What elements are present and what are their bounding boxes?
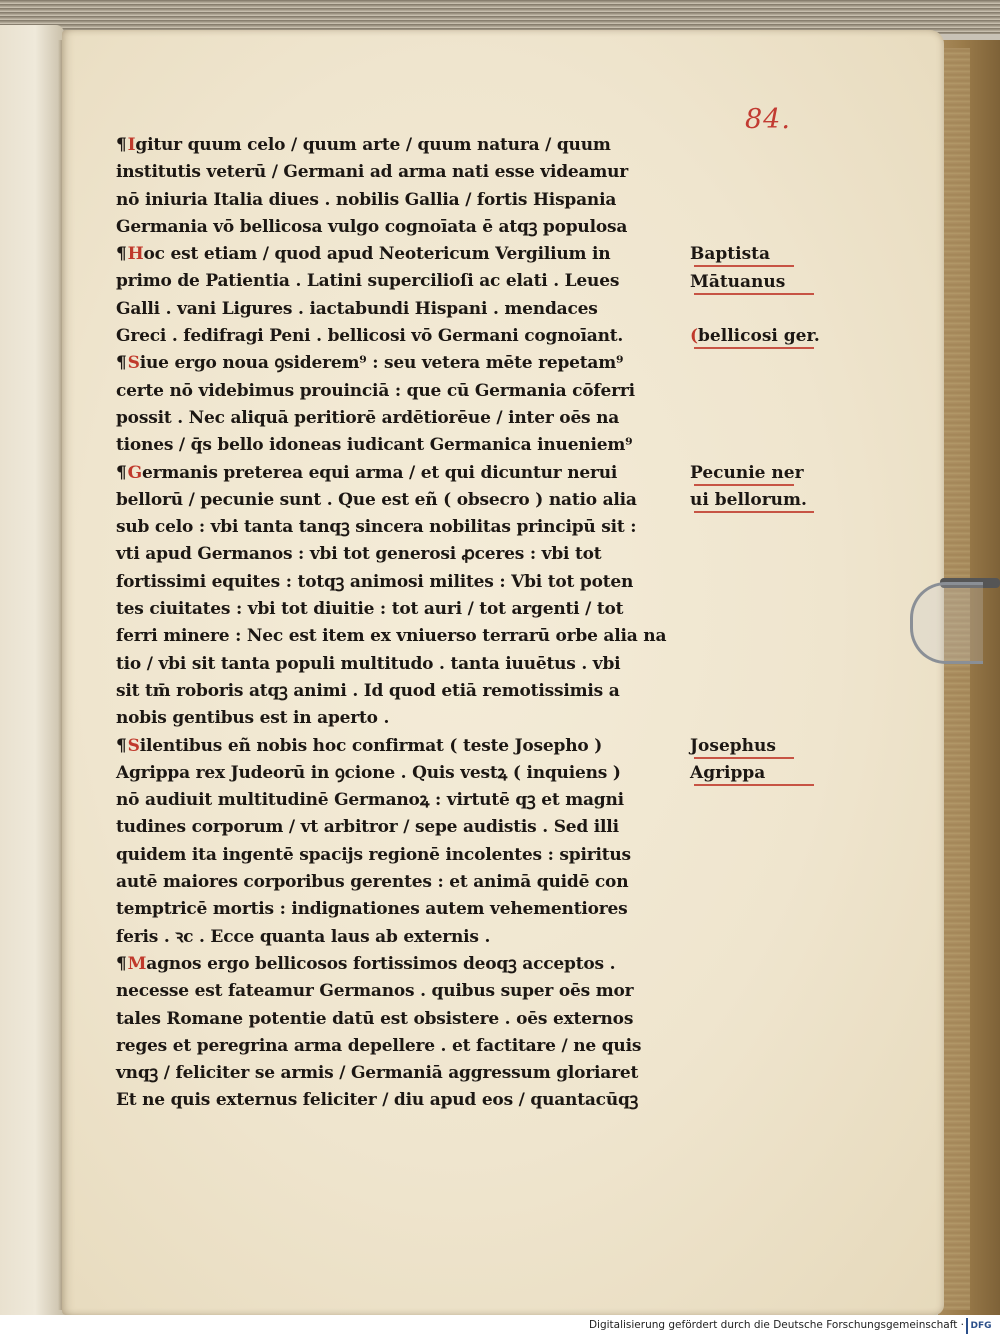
line-text: autē maiores corporibus gerentes : et animā quidē con xyxy=(116,872,629,893)
text-line xyxy=(116,541,686,568)
line-text: tes ciuitates : vbi tot diuitie : tot auri / tot argenti / tot xyxy=(116,599,624,620)
line-text: gitur quum celo / quum arte / quum natura / quum xyxy=(135,135,611,155)
rubricated-initial: S xyxy=(127,735,140,756)
line-text: sit tm̄ roboris atqꝫ animi . Id quod etiā remotissimis a xyxy=(116,680,620,701)
text-line xyxy=(116,378,686,405)
margin-note-text: Baptista xyxy=(690,244,771,265)
text-line xyxy=(116,405,686,432)
line-text: Et ne quis externus feliciter / diu apud eos / quantacūqꝫ xyxy=(116,1090,639,1111)
line-text: tiones / q̄s bello idoneas iudicant Germanica inueniem⁹ xyxy=(116,435,633,456)
text-line xyxy=(116,787,686,814)
text-line xyxy=(116,432,686,459)
line-text: Agrippa rex Judeorū in ꝯcione . Quis vestꝝ ( inquiens ) xyxy=(116,762,621,783)
line-text: feris . ꝛc . Ecce quanta laus ab externis . xyxy=(116,926,491,947)
text-line xyxy=(116,296,686,323)
margin-note-line xyxy=(690,241,770,267)
text-line xyxy=(116,978,686,1005)
paragraph-mark: ¶ xyxy=(116,353,127,374)
margin-note-underline xyxy=(694,757,794,759)
margin-note-text: bellicosi ger. xyxy=(698,326,820,347)
footer-bar xyxy=(0,1315,1000,1338)
text-line xyxy=(116,678,686,705)
line-text: temptricē mortis : indignationes autem vehementiores xyxy=(116,899,628,920)
paragraph-first-line xyxy=(116,733,686,760)
margin-note-text: Agrippa xyxy=(690,762,766,783)
line-text: tudines corporum / vt arbitror / sepe audistis . Sed illi xyxy=(116,817,619,838)
text-line xyxy=(116,896,686,923)
margin-note-text: Josephus xyxy=(690,735,776,756)
text-line xyxy=(116,869,686,896)
paragraph-first-line xyxy=(116,241,686,268)
line-text: ferri minere : Nec est item ex vniuerso terrarū orbe alia na xyxy=(116,626,667,647)
footer-credit: Digitalisierung gefördert durch die Deutsche Forschungsgemeinschaft · xyxy=(588,1319,964,1331)
line-text: vti apud Germanos : vbi tot generosi ꝓceres : vbi tot xyxy=(116,544,602,565)
line-text: primo de Patientia . Latini supercilioſi ac elati . Leues xyxy=(116,271,620,292)
text-line xyxy=(116,651,686,678)
rubricated-initial: S xyxy=(127,353,140,374)
dfg-logo: DFG xyxy=(966,1318,994,1334)
line-text: necesse est fateamur Germanos . quibus super oēs mor xyxy=(116,981,634,1002)
line-text: fortissimi equites : totqꝫ animosi milites : Vbi tot poten xyxy=(116,571,634,592)
rubricated-initial: H xyxy=(127,244,144,265)
line-text: iue ergo noua ꝯsiderem⁹ : seu vetera mēte repetam⁹ xyxy=(139,353,624,374)
book-cover-texture xyxy=(942,48,970,1310)
line-text: sub celo : vbi tanta tanqꝫ sincera nobilitas principū sit : xyxy=(116,517,637,538)
text-line xyxy=(116,760,686,787)
text-line xyxy=(116,596,686,623)
margin-note-text: Mātuanus xyxy=(690,271,786,292)
line-text: bellorū / pecunie sunt . Que est eñ ( obsecro ) natio alia xyxy=(116,489,637,510)
margin-note-text: ui bellorum. xyxy=(690,489,807,510)
margin-note-line xyxy=(690,760,765,786)
line-text: Germania vō bellicosa vulgo cognoīata ē atqꝫ populosa xyxy=(116,216,628,237)
text-line xyxy=(116,187,686,214)
text-line xyxy=(116,1087,686,1114)
line-text: tio / vbi sit tanta populi multitudo . tanta iuuētus . vbi xyxy=(116,653,621,674)
line-text: ermanis preterea equi arma / et qui dicuntur nerui xyxy=(141,462,618,483)
line-text: Greci . fedifragi Peni . bellicosi vō Germani cognoīant. xyxy=(116,326,624,347)
margin-note-underline xyxy=(694,484,794,486)
text-line xyxy=(116,514,686,541)
paragraph-mark: ¶ xyxy=(116,135,127,155)
folio-number: 84. xyxy=(745,104,791,135)
margin-note-underline xyxy=(694,511,814,513)
line-text: oc est etiam / quod apud Neotericum Vergilium in xyxy=(143,244,611,265)
text-line xyxy=(116,268,686,295)
text-line xyxy=(116,623,686,650)
line-text: tales Romane potentie datū est obsistere . oēs externos xyxy=(116,1008,634,1029)
margin-note-text: Pecunie ner xyxy=(690,462,804,483)
margin-note-lead-mark: ( xyxy=(690,326,699,347)
paragraph-first-line xyxy=(116,350,686,377)
margin-note-underline xyxy=(694,265,794,267)
page-holder-clasp xyxy=(910,582,983,664)
paragraph-mark: ¶ xyxy=(116,462,127,483)
paragraph-mark: ¶ xyxy=(116,735,127,756)
line-text: Galli . vani Ligures . iactabundi Hispani . mendaces xyxy=(116,298,598,319)
text-line xyxy=(116,487,686,514)
line-text: possit . Nec aliquā peritiorē ardētiorēue / inter oēs na xyxy=(116,407,620,428)
body-text xyxy=(116,132,686,1115)
text-line xyxy=(116,814,686,841)
paragraph-first-line xyxy=(116,460,686,487)
paragraph-mark: ¶ xyxy=(116,953,127,974)
facing-page-edge xyxy=(0,25,64,1315)
margin-note-line xyxy=(690,269,785,295)
margin-note-underline xyxy=(694,784,814,786)
line-text: quidem ita ingentē spacijs regionē incolentes : spiritus xyxy=(116,844,631,865)
text-line xyxy=(116,159,686,186)
margin-note-line xyxy=(690,323,820,349)
book-top-edge xyxy=(0,0,1000,34)
text-line xyxy=(116,1033,686,1060)
paragraph-first-line xyxy=(116,132,686,159)
paragraph-mark: ¶ xyxy=(116,244,127,265)
line-text: ilentibus eñ nobis hoc confirmat ( teste Josepho ) xyxy=(139,735,603,756)
line-text: nobis gentibus est in aperto . xyxy=(116,708,390,729)
line-text: vnqꝫ / feliciter se armis / Germaniā aggressum gloriaret xyxy=(116,1063,639,1084)
text-line xyxy=(116,1060,686,1087)
text-line xyxy=(116,214,686,241)
line-text: nō audiuit multitudinē Germanoꝝ : virtutē qꝫ et magni xyxy=(116,790,624,811)
margin-note-line xyxy=(690,487,807,513)
paragraph-first-line xyxy=(116,951,686,978)
line-text: institutis veterū / Germani ad arma nati esse videamur xyxy=(116,162,629,183)
text-line xyxy=(116,924,686,951)
line-text: nō iniuria Italia diues . nobilis Gallia / fortis Hispania xyxy=(116,189,617,210)
text-line xyxy=(116,705,686,732)
text-line xyxy=(116,842,686,869)
line-text: certe nō videbimus prouinciā : que cū Germania cōferri xyxy=(116,380,635,401)
line-text: reges et peregrina arma depellere . et factitare / ne quis xyxy=(116,1035,642,1056)
margin-note-line xyxy=(690,733,776,759)
margin-note-underline xyxy=(694,347,814,349)
text-line xyxy=(116,1006,686,1033)
rubricated-initial: G xyxy=(127,462,142,483)
text-line xyxy=(116,569,686,596)
margin-note-underline xyxy=(694,293,814,295)
rubricated-initial: I xyxy=(127,135,136,155)
margin-note-line xyxy=(690,460,804,486)
text-line xyxy=(116,323,686,350)
rubricated-initial: M xyxy=(127,953,147,974)
line-text: agnos ergo bellicosos fortissimos deoqꝫ acceptos . xyxy=(146,953,616,974)
